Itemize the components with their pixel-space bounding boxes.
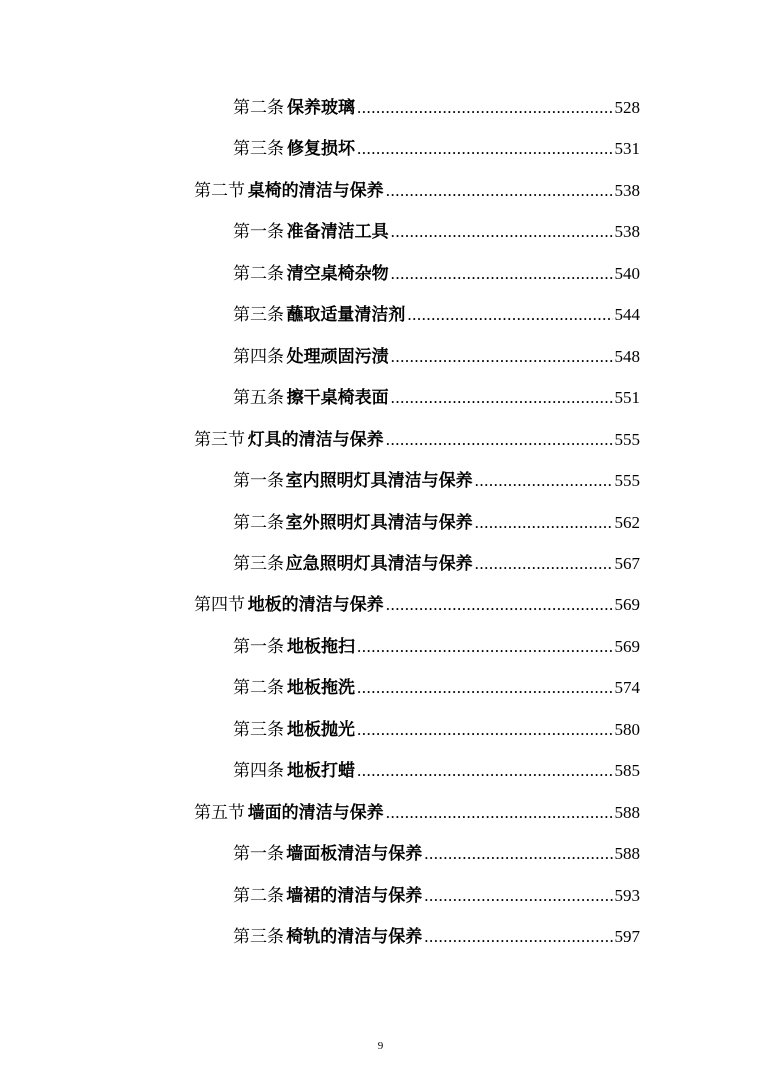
toc-entry-title: 修复损坏	[287, 139, 356, 160]
toc-entry[interactable]	[233, 718, 640, 742]
toc-entry-number: 第二条	[233, 678, 284, 699]
toc-entry-title: 室内照明灯具清洁与保养	[285, 471, 473, 492]
toc-entry[interactable]	[233, 96, 640, 120]
toc-entry-number: 第五节	[194, 802, 245, 823]
toc-entry-page: 538	[614, 222, 640, 242]
toc-entry-page: 567	[614, 553, 640, 573]
toc-entry-number: 第二条	[233, 885, 284, 906]
toc-entry-page: 588	[614, 802, 640, 822]
toc-entry-page: 597	[614, 927, 640, 946]
toc-entry-number: 第三条	[233, 139, 284, 160]
toc-entry[interactable]	[233, 842, 640, 866]
toc-dot-leader	[391, 262, 613, 286]
toc-entry-number: 第三条	[233, 305, 284, 326]
toc-entry-page: 562	[614, 512, 640, 532]
toc-entry[interactable]	[194, 179, 640, 203]
toc-entry-number: 第三节	[194, 429, 245, 450]
toc-entry-title: 地板打蜡	[287, 761, 356, 782]
toc-entry-page: 528	[614, 98, 640, 117]
toc-entry[interactable]	[233, 262, 640, 286]
toc-entry-page: 544	[614, 305, 640, 325]
toc-entry-number: 第二条	[233, 263, 284, 284]
toc-dot-leader	[357, 96, 612, 120]
toc-entry[interactable]	[233, 511, 640, 535]
toc-entry-number: 第五条	[233, 388, 284, 409]
toc-entry-page: 540	[614, 263, 640, 283]
toc-entry-title: 地板拖洗	[287, 678, 356, 699]
toc-entry[interactable]	[233, 220, 640, 244]
toc-entry[interactable]	[194, 593, 640, 617]
toc-entry-title: 墙面板清洁与保养	[286, 844, 423, 865]
toc-entry-number: 第一条	[233, 636, 284, 657]
toc-entry-title: 地板拖扫	[287, 636, 356, 657]
toc-entry-title: 保养玻璃	[287, 98, 356, 118]
toc-entry-number: 第一条	[233, 471, 284, 492]
toc-entry-title: 应急照明灯具清洁与保养	[285, 553, 473, 574]
toc-entry-title: 墙裙的清洁与保养	[286, 885, 423, 906]
toc-dot-leader	[357, 718, 612, 742]
toc-entry-number: 第二节	[194, 180, 245, 201]
toc-entry[interactable]	[233, 386, 640, 410]
toc-dot-leader	[386, 801, 613, 825]
toc-entry-page: 551	[614, 388, 640, 408]
toc-entry-number: 第一条	[233, 844, 284, 865]
toc-dot-leader	[424, 842, 612, 866]
toc-entry-page: 538	[614, 180, 640, 200]
toc-entry-title: 蘸取适量清洁剂	[286, 305, 406, 326]
toc-dot-leader	[424, 925, 612, 949]
toc-entry-number: 第三条	[233, 553, 284, 574]
toc-dot-leader	[475, 552, 613, 576]
toc-dot-leader	[357, 137, 612, 161]
toc-entry-title: 地板的清洁与保养	[247, 595, 384, 616]
toc-dot-leader	[391, 345, 613, 369]
toc-entry-page: 593	[614, 885, 640, 905]
toc-entry-title: 处理顽固污渍	[286, 346, 389, 367]
toc-entry-title: 准备清洁工具	[286, 222, 389, 243]
toc-dot-leader	[475, 469, 613, 493]
toc-entry[interactable]	[233, 137, 640, 161]
toc-entry-title: 桌椅的清洁与保养	[247, 180, 384, 201]
toc-entry-number: 第四节	[194, 595, 245, 616]
toc-entry-title: 地板抛光	[287, 719, 356, 740]
toc-dot-leader	[357, 759, 612, 783]
toc-dot-leader	[386, 179, 613, 203]
toc-entry[interactable]	[194, 801, 640, 825]
toc-entry[interactable]	[233, 469, 640, 493]
toc-entry[interactable]	[233, 345, 640, 369]
toc-entry[interactable]	[233, 552, 640, 576]
toc-dot-leader	[391, 220, 613, 244]
toc-entry-title: 清空桌椅杂物	[286, 263, 389, 284]
toc-entry-number: 第二条	[233, 512, 284, 533]
toc-entry-title: 墙面的清洁与保养	[247, 802, 384, 823]
toc-entry-title: 灯具的清洁与保养	[247, 429, 384, 450]
toc-entry-number: 第四条	[233, 346, 284, 367]
toc-entry-page: 548	[614, 346, 640, 366]
toc-dot-leader	[386, 593, 613, 617]
toc-entry-title: 室外照明灯具清洁与保养	[285, 512, 473, 533]
toc-entry-page: 580	[614, 719, 640, 739]
toc-entry-page: 574	[614, 678, 640, 698]
toc-entry-page: 588	[614, 844, 640, 864]
page-number: 9	[377, 1040, 384, 1052]
toc-entry-number: 第二条	[233, 98, 284, 118]
toc-entry[interactable]	[233, 635, 640, 659]
toc-entry-page: 569	[614, 595, 640, 615]
toc-entry-number: 第一条	[233, 222, 284, 243]
toc-dot-leader	[475, 511, 613, 535]
toc-entry-page: 531	[614, 139, 640, 159]
toc-dot-leader	[386, 428, 613, 452]
toc-dot-leader	[424, 884, 612, 908]
toc-entry-number: 第三条	[233, 927, 284, 947]
toc-entry-page: 555	[614, 429, 640, 449]
toc-entry-title: 椅轨的清洁与保养	[286, 927, 423, 947]
toc-entry[interactable]	[233, 925, 640, 949]
toc-entry-title: 擦干桌椅表面	[286, 388, 389, 409]
toc-entry-number: 第四条	[233, 761, 284, 782]
toc-dot-leader	[407, 303, 612, 327]
toc-entry-page: 585	[614, 761, 640, 781]
toc-entry[interactable]	[194, 428, 640, 452]
toc-entry[interactable]	[233, 884, 640, 908]
toc-entry[interactable]	[233, 759, 640, 783]
toc-entry-number: 第三条	[233, 719, 284, 740]
toc-entry[interactable]	[233, 676, 640, 700]
toc-dot-leader	[391, 386, 613, 410]
toc-entry-page: 569	[614, 636, 640, 656]
toc-dot-leader	[357, 635, 612, 659]
toc-entry[interactable]	[233, 303, 640, 327]
toc-entry-page: 555	[614, 471, 640, 491]
toc-dot-leader	[357, 676, 612, 700]
